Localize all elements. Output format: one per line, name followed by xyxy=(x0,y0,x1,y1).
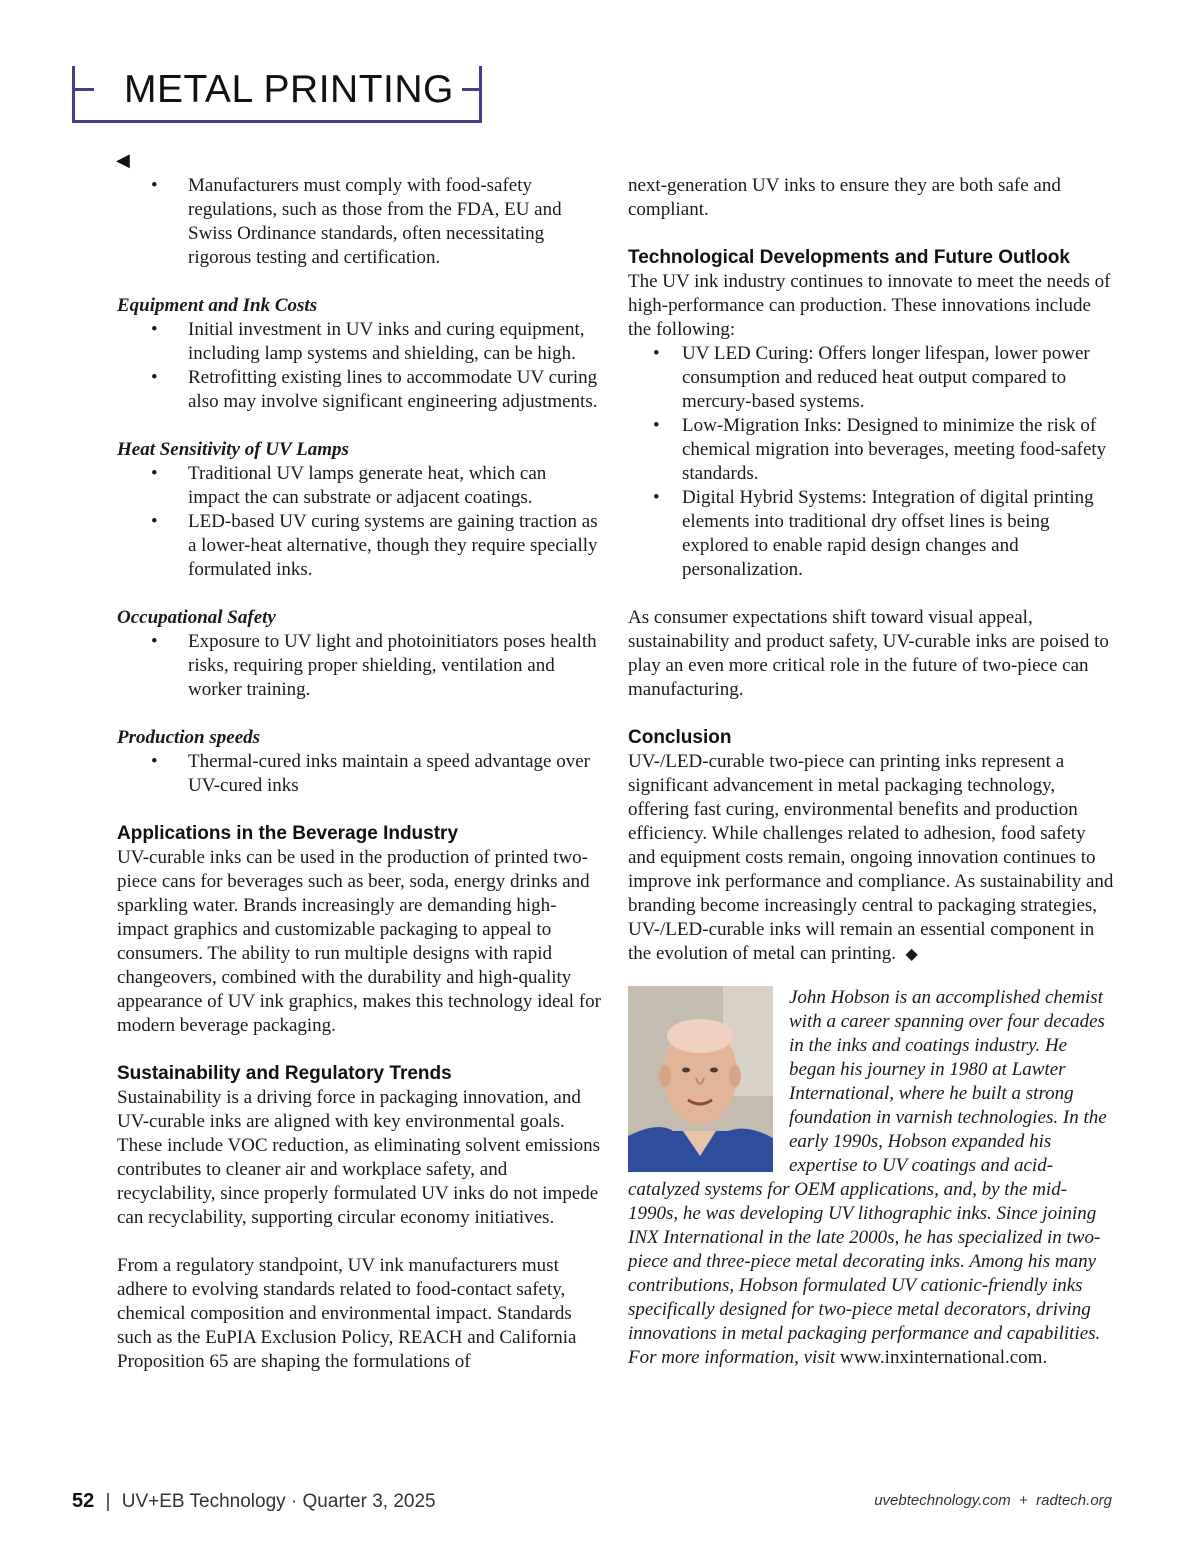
bullet-icon: • xyxy=(151,319,158,340)
heading-tech: Technological Developments and Future Outlook xyxy=(628,247,1070,268)
header-frame-tick-left xyxy=(72,88,94,91)
list-item: • Exposure to UV light and photoinitiators poses health risks, requiring proper shielding, ventilation and worker training. xyxy=(151,631,597,700)
bio-website-link[interactable]: www.inxinternational.com. xyxy=(840,1347,1048,1368)
left-column xyxy=(117,174,602,1374)
bullet-icon: • xyxy=(151,751,158,772)
speeds-bullet-list xyxy=(117,750,602,798)
page-number: 52 xyxy=(72,1490,95,1512)
safety-bullet-list xyxy=(117,630,602,702)
paragraph-regulatory: From a regulatory standpoint, UV ink manufacturers must adhere to evolving standards related to food-contact safety, chemical composition and environmental impact. Standards such as the EuPIA Exclusion Policy, REACH and California Proposition 65 are shaping the formulations of xyxy=(117,1255,577,1372)
publication-info: UV+EB Technology · Quarter 3, 2025 xyxy=(121,1491,436,1512)
equipment-bullet-list xyxy=(117,318,602,414)
author-bio xyxy=(628,986,1116,1370)
subheading-speeds: Production speeds xyxy=(117,727,261,748)
end-mark-icon: ◆ xyxy=(905,944,918,963)
bullet-icon: • xyxy=(653,487,660,508)
paragraph-conclusion: UV-/LED-curable two-piece can printing inks represent a significant advancement in metal packaging technology, offering fast curing, environmental benefits and production efficiency. While challenges related to adhesion, food safety and equipment costs remain, ongoing innovation continues to improve ink performance and compliance. As sustainability and branding become increasingly central to packaging strategies, UV-/LED-curable inks will remain an essential component in the evolution of metal can printing. ◆ xyxy=(628,751,1114,964)
tech-bullet-list xyxy=(628,342,1116,582)
author-portrait-icon xyxy=(628,986,773,1172)
list-item: • UV LED Curing: Offers longer lifespan, lower power consumption and reduced heat output compared to mercury-based systems. xyxy=(653,343,1090,412)
bullet-icon: • xyxy=(653,415,660,436)
bullet-icon: • xyxy=(151,367,158,388)
page-footer xyxy=(72,1490,1112,1514)
paragraph-beverage: UV-curable inks can be used in the production of printed two-piece cans for beverages such as beer, soda, energy drinks and sparkling water. Brands increasingly are demanding high-impact graphics and customizable packaging to appeal to consumers. The ability to run multiple designs with rapid changeovers, combined with the durability and high-quality appearance of UV ink graphics, makes this technology ideal for modern beverage packaging. xyxy=(117,847,601,1036)
bullet-icon: • xyxy=(151,511,158,532)
subheading-safety: Occupational Safety xyxy=(117,607,276,628)
paragraph-tech-intro: The UV ink industry continues to innovate to meet the needs of high-performance can production. These innovations include the following: xyxy=(628,271,1111,340)
subheading-equipment: Equipment and Ink Costs xyxy=(117,295,318,316)
list-item: • Digital Hybrid Systems: Integration of digital printing elements into traditional dry offset lines is being explored to enable rapid design changes and personalization. xyxy=(653,487,1094,580)
author-photo xyxy=(628,986,773,1172)
heading-conclusion: Conclusion xyxy=(628,727,732,748)
list-item: • Low-Migration Inks: Designed to minimize the risk of chemical migration into beverages, meeting food-safety standards. xyxy=(653,415,1107,484)
bullet-icon: • xyxy=(151,175,158,196)
continued-arrow-icon: ◀ xyxy=(116,150,130,171)
list-item: • Manufacturers must comply with food-safety regulations, such as those from the FDA, EU and Swiss Ordinance standards, often necessitating rigorous testing and certification. xyxy=(151,175,562,268)
header-frame-tick-right xyxy=(460,88,482,91)
right-column xyxy=(628,174,1116,1370)
subheading-heat: Heat Sensitivity of UV Lamps xyxy=(117,439,349,460)
heat-bullet-list xyxy=(117,462,602,582)
heading-sustainability: Sustainability and Regulatory Trends xyxy=(117,1063,452,1084)
section-header xyxy=(72,66,484,125)
bio-text: John Hobson is an accomplished chemist with a career spanning over four decades in the inks and coatings industry. He began his journey in 1980 at Lawter International, where he built a strong foundation in varnish technologies. In the early 1990s, Hobson expanded his expertise to UV coatings and acid-catalyzed systems for OEM applications, and, by the mid-1990s, he was developing UV lithographic inks. Since joining INX International in the late 2000s, he has specialized in two-piece and three-piece metal decorating inks. Among his many contributions, Hobson formulated UV cationic-friendly inks specifically designed for two-piece metal decorators, driving innovations in metal packaging performance and capabilities. For more information, visit xyxy=(628,987,1107,1368)
list-item: • Thermal-cured inks maintain a speed advantage over UV-cured inks xyxy=(151,751,590,796)
paragraph-sustainability: Sustainability is a driving force in packaging innovation, and UV-curable inks are aligned with key environmental goals. These include VOC reduction, as eliminating solvent emissions contributes to cleaner air and workplace safety, and recyclability, since properly formulated UV inks do not impede can recyclability, supporting circular economy initiatives. xyxy=(117,1087,601,1228)
list-item: • LED-based UV curing systems are gaining traction as a lower-heat alternative, though they require specially formulated inks. xyxy=(151,511,598,580)
list-item: • Traditional UV lamps generate heat, which can impact the can substrate or adjacent coatings. xyxy=(151,463,547,508)
paragraph-outlook: As consumer expectations shift toward visual appeal, sustainability and product safety, UV-curable inks are poised to play an even more critical role in the future of two-piece can manufacturing. xyxy=(628,607,1109,700)
bullet-icon: • xyxy=(653,343,660,364)
list-item: • Initial investment in UV inks and curing equipment, including lamp systems and shielding, can be high. xyxy=(151,319,585,364)
bullet-icon: • xyxy=(151,631,158,652)
intro-bullet-list xyxy=(117,174,602,270)
paragraph-continuation: next-generation UV inks to ensure they are both safe and compliant. xyxy=(628,175,1061,220)
footer-left xyxy=(72,1490,436,1513)
list-item: • Retrofitting existing lines to accommodate UV curing also may involve significant engineering adjustments. xyxy=(151,367,598,412)
footer-websites: uvebtechnology.com + radtech.org xyxy=(874,1492,1112,1509)
section-title: METAL PRINTING xyxy=(116,66,462,114)
heading-beverage: Applications in the Beverage Industry xyxy=(117,823,459,844)
footer-separator: | xyxy=(105,1491,111,1512)
bullet-icon: • xyxy=(151,463,158,484)
